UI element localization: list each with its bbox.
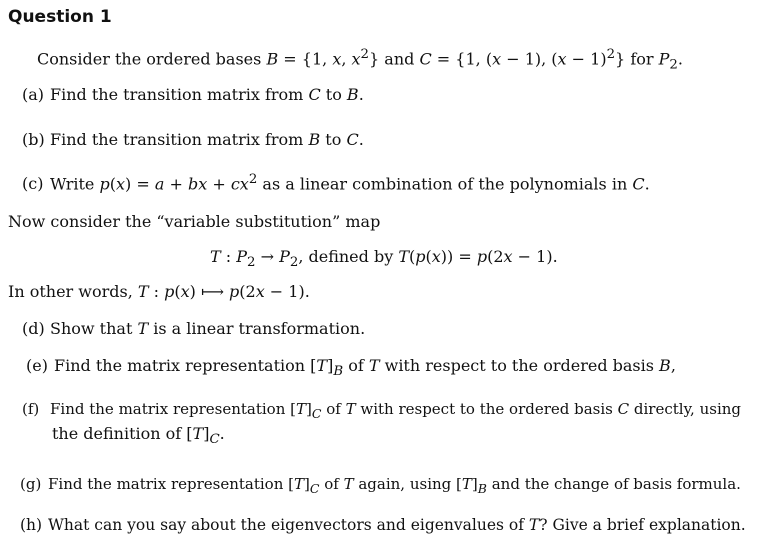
var-x: x (557, 49, 567, 69)
part-text: ] (304, 475, 310, 493)
var-t: T (210, 247, 221, 266)
basis-c: C (632, 174, 645, 194)
part-label: (d) (22, 319, 45, 338)
part-text: . (358, 130, 364, 149)
other-words-line (8, 282, 310, 301)
var-x: x (492, 49, 502, 69)
part-text: , (670, 356, 676, 375)
part-text: directly, using (629, 400, 742, 418)
part-e (26, 356, 676, 379)
part-text: Find the matrix representation [ (50, 400, 296, 418)
intro-text: } for (615, 49, 659, 69)
part-text: Find the matrix representation [ (48, 475, 294, 493)
part-label: (e) (26, 356, 48, 375)
part-a (22, 85, 364, 104)
basis-b: B (308, 130, 321, 149)
var-t: T (343, 475, 354, 493)
part-text: ? Give a brief explanation. (539, 516, 746, 534)
intro-text: = {1, ( (431, 49, 493, 69)
ow-text: ( (174, 282, 181, 301)
part-text: Write (50, 174, 100, 194)
poly-space: P (658, 49, 670, 69)
poly-space: P (279, 247, 290, 266)
basis-b: B (333, 364, 344, 380)
part-h (20, 516, 746, 534)
var-p: p (229, 282, 240, 301)
part-text: ( (109, 174, 116, 194)
basis-b: B (477, 481, 487, 496)
var-x: x (332, 49, 342, 69)
var-a: a (154, 174, 165, 194)
intro-text: − 1), ( (501, 49, 558, 69)
intro-text: Consider the ordered bases (37, 49, 267, 69)
ow-text: − 1). (264, 282, 310, 301)
map-text: ( (409, 247, 416, 266)
ow-text: ) ⟼ (189, 282, 230, 301)
basis-c: C (617, 400, 630, 418)
map-definition (210, 247, 558, 270)
part-label: (h) (20, 516, 43, 534)
basis-c: C (419, 49, 432, 69)
part-text: again, using [ (353, 475, 462, 493)
map-text: ( (425, 247, 432, 266)
var-t: T (294, 475, 305, 493)
question-title: Question 1 (8, 7, 112, 27)
basis-b: B (266, 49, 279, 69)
basis-c: C (346, 130, 359, 149)
now-consider-line: Now consider the “variable substitution” map (8, 212, 381, 231)
intro-line (37, 47, 683, 73)
part-label: (b) (22, 130, 45, 149)
var-x: x (115, 174, 126, 194)
var-t: T (192, 424, 204, 443)
var-t: T (368, 356, 380, 375)
part-text: + (164, 174, 188, 194)
part-text: is a linear transformation. (148, 319, 366, 338)
part-label: (g) (20, 475, 42, 493)
var-x: x (180, 282, 190, 301)
intro-text: } and (369, 49, 420, 69)
intro-text: , (341, 49, 352, 69)
part-text: Find the transition matrix from (50, 85, 309, 104)
part-label: (c) (22, 174, 44, 194)
part-text: Show that (50, 319, 138, 338)
subscript: 2 (289, 255, 299, 271)
map-text: )) = (440, 247, 477, 266)
exponent: 2 (606, 47, 616, 62)
part-text: Find the matrix representation [ (54, 356, 317, 375)
var-t: T (316, 356, 328, 375)
part-b (22, 130, 364, 149)
var-p: p (164, 282, 175, 301)
map-text: − 1). (512, 247, 558, 266)
ow-text: (2 (239, 282, 256, 301)
part-text: to (320, 130, 347, 149)
var-c: c (230, 174, 240, 194)
part-f-continued (52, 424, 225, 447)
part-text: ] (306, 400, 312, 418)
part-text: . (358, 85, 364, 104)
map-text: → (255, 247, 280, 266)
part-text: as a linear combination of the polynomials in (257, 174, 633, 194)
var-p: p (476, 247, 488, 266)
basis-c: C (309, 481, 320, 496)
part-text: with respect to the ordered basis (355, 400, 618, 418)
var-t: T (137, 319, 149, 338)
part-text: + (207, 174, 231, 194)
part-text: . (219, 424, 225, 443)
subscript: 2 (669, 57, 678, 73)
part-label: (f) (22, 400, 40, 418)
var-x: x (503, 247, 513, 266)
var-x: x (198, 174, 208, 194)
part-text: the definition of [ (52, 424, 193, 443)
intro-text: = {1, (278, 49, 333, 69)
part-c (22, 172, 650, 193)
part-text: ] (471, 475, 478, 493)
var-t: T (461, 475, 472, 493)
exponent: 2 (248, 172, 258, 187)
part-text: Find the transition matrix from (50, 130, 309, 149)
part-text: of (343, 356, 369, 375)
ow-text: : (148, 282, 165, 301)
part-text: . (644, 174, 650, 194)
var-p: p (99, 174, 110, 194)
part-text: of (321, 400, 346, 418)
var-b: b (187, 174, 199, 194)
basis-c: C (209, 432, 220, 448)
basis-b: B (346, 85, 359, 104)
basis-b: B (659, 356, 671, 375)
part-g (20, 475, 741, 496)
part-label: (a) (22, 85, 45, 104)
intro-text: . (677, 49, 683, 69)
var-t: T (398, 247, 410, 266)
var-p: p (415, 247, 426, 266)
map-text: (2 (487, 247, 504, 266)
part-text: to (320, 85, 347, 104)
part-d (22, 319, 365, 338)
intro-text: − 1) (566, 49, 607, 69)
subscript: 2 (247, 255, 256, 271)
var-t: T (528, 516, 540, 534)
var-x: x (255, 282, 265, 301)
basis-c: C (311, 406, 322, 421)
var-x: x (239, 174, 249, 194)
var-t: T (345, 400, 356, 418)
part-text: ] (203, 424, 210, 443)
part-text: What can you say about the eigenvectors and eigenvalues of (48, 516, 529, 534)
var-x: x (431, 247, 441, 266)
poly-space: P (236, 247, 247, 266)
map-text: , defined by (298, 247, 399, 266)
part-text: with respect to the ordered basis (379, 356, 660, 375)
part-text: ) = (125, 174, 155, 194)
basis-c: C (308, 85, 321, 104)
var-x: x (351, 49, 361, 69)
var-t: T (137, 282, 149, 301)
map-text: : (220, 247, 237, 266)
ow-text: In other words, (8, 282, 138, 301)
exponent: 2 (360, 47, 370, 62)
var-t: T (296, 400, 307, 418)
part-text: and the change of basis formula. (486, 475, 741, 493)
part-f (22, 400, 741, 421)
part-text: of (319, 475, 344, 493)
part-text: ] (327, 356, 334, 375)
